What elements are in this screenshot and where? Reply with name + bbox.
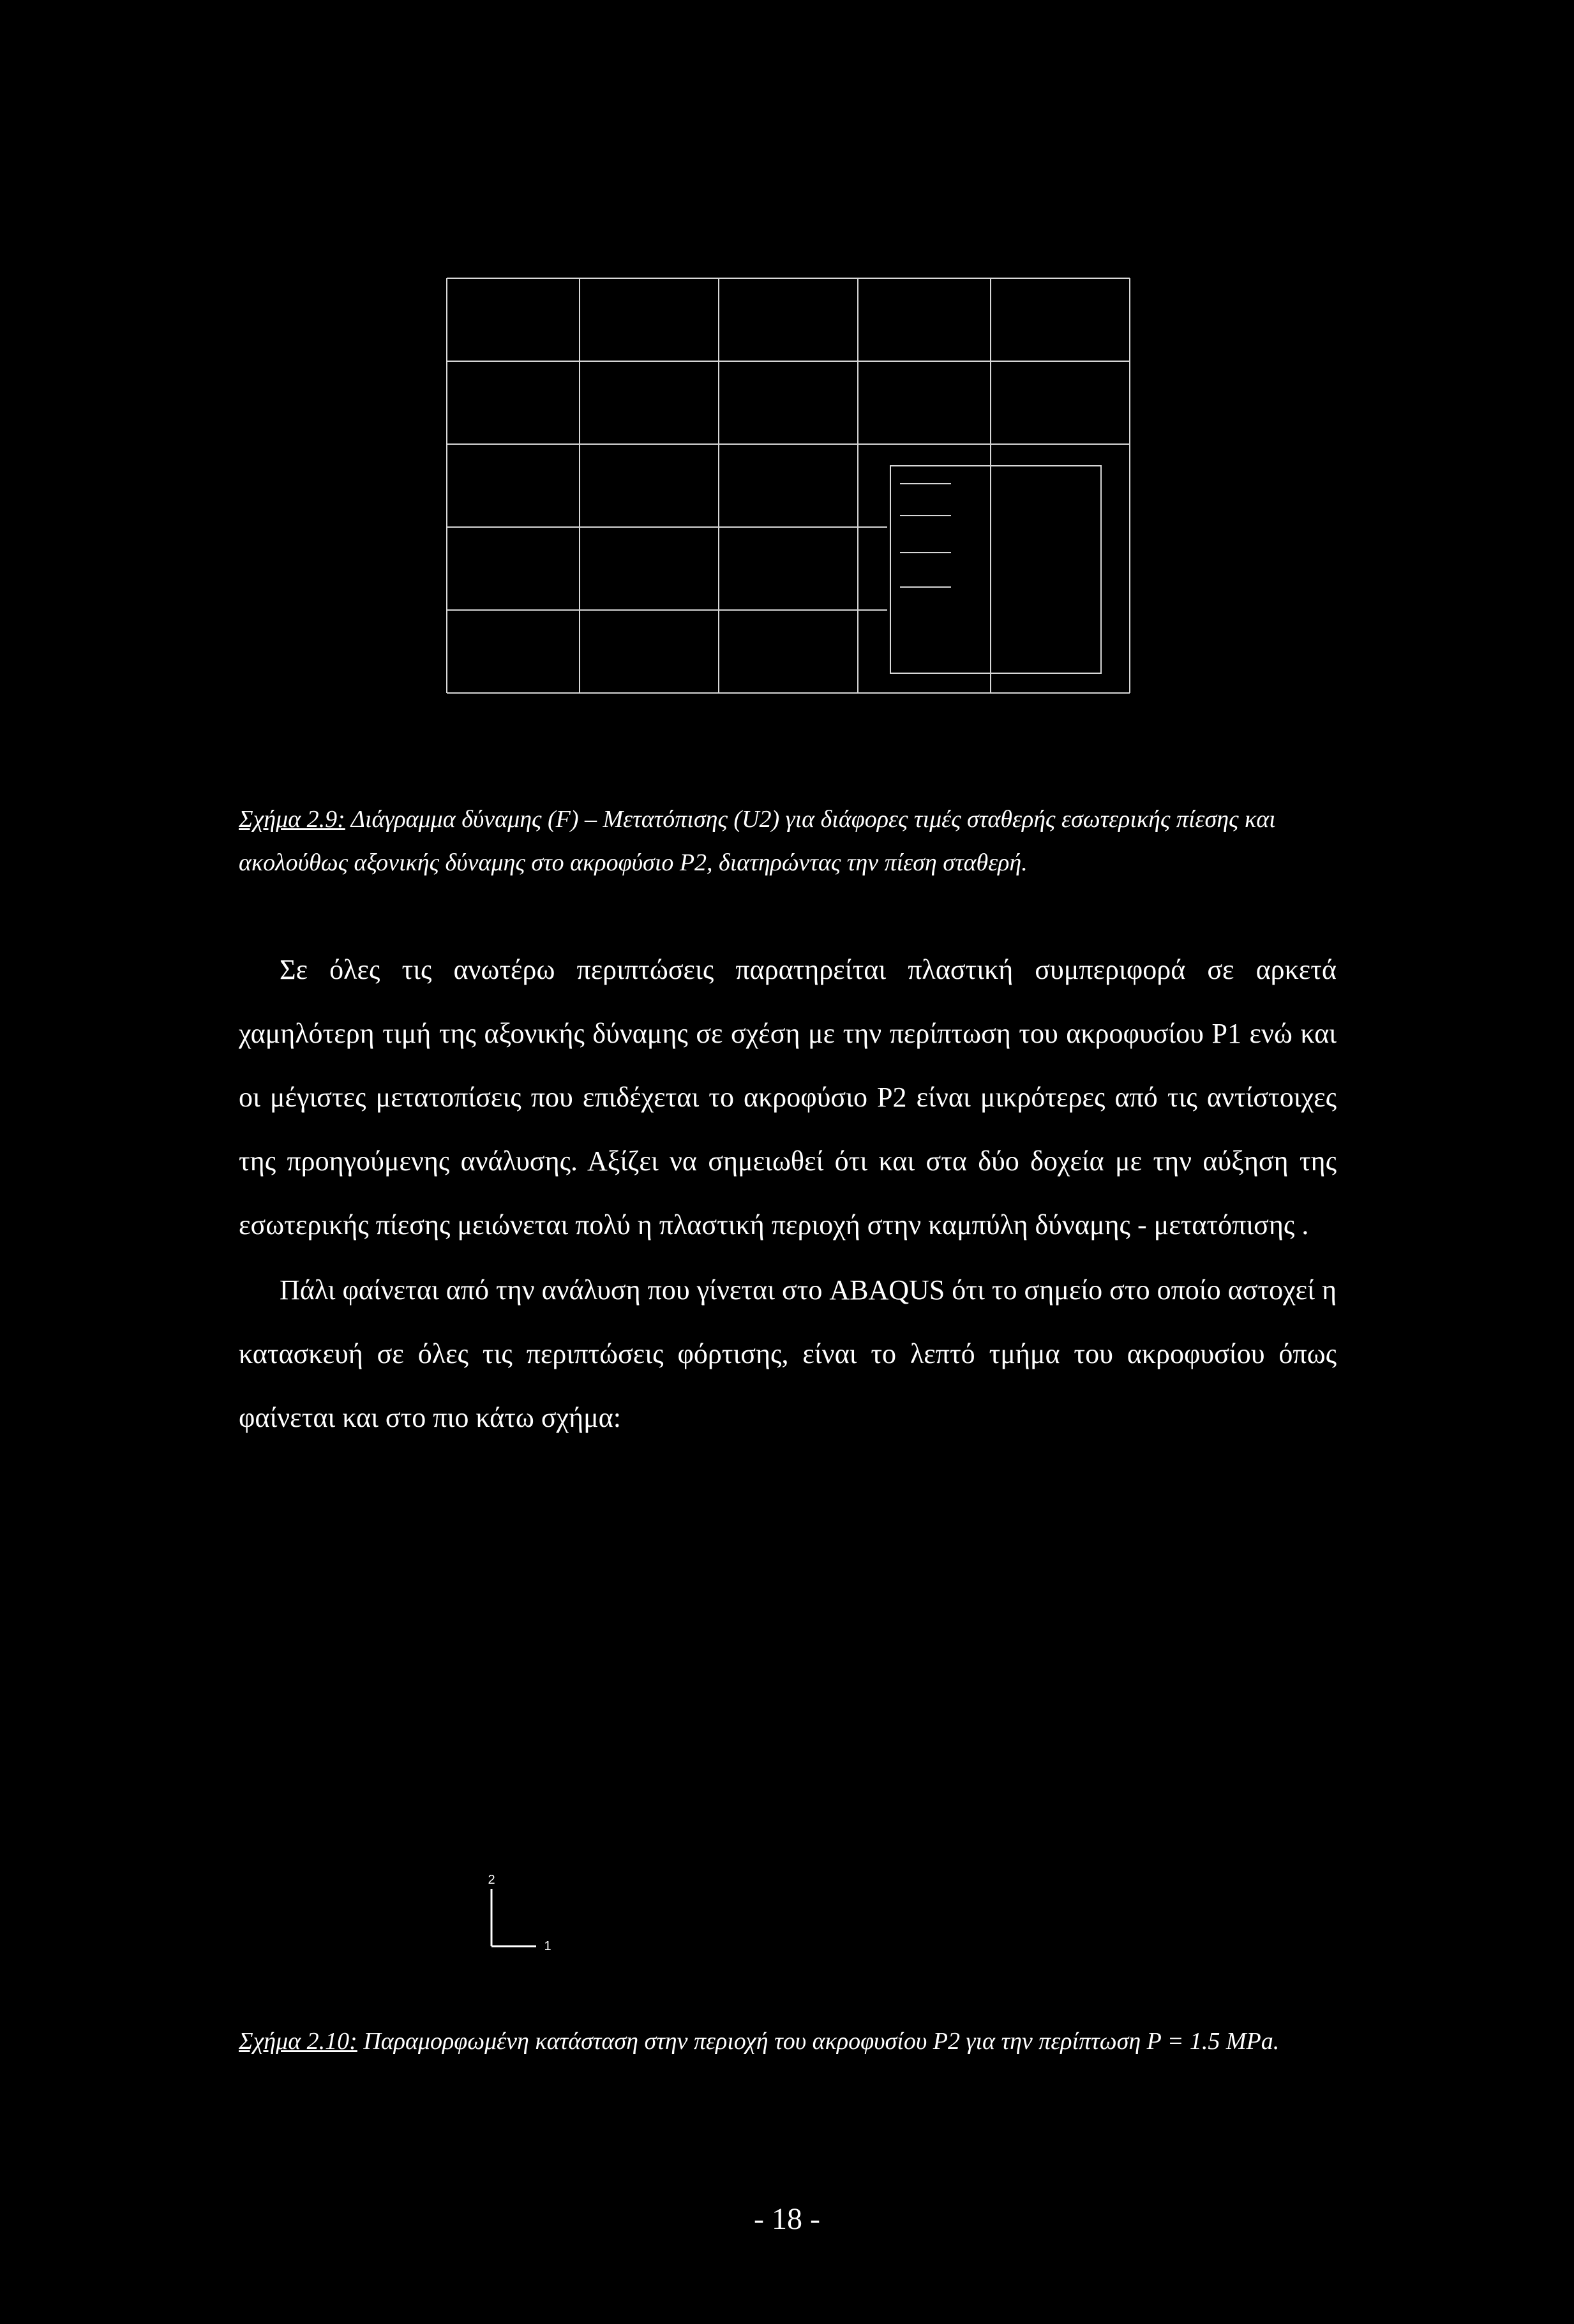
figure-2-9-caption-label: Σχήμα 2.9: <box>239 806 345 833</box>
body-paragraph-2: Πάλι φαίνεται από την ανάλυση που γίνεται στο ABAQUS ότι το σημείο στο οποίο αστοχεί η κατασκευή σε όλες τις περιπτώσεις φόρτισης, είναι το λεπτό τμήμα του ακροφυσίου όπως φαίνεται και στο πιο κάτω σχήμα: <box>239 1274 1337 1433</box>
chart-legend-entries <box>900 484 951 587</box>
figure-2-9-caption-text: Διάγραμμα δύναμης (F) – Μετατόπισης (U2) για διάφορες τιμές σταθερής εσωτερικής πίεσης και ακολούθως αξονικής δύναμης στο ακροφύσιο P2, διατηρώντας την πίεση σταθερή. <box>239 806 1276 876</box>
axis-2-label: 2 <box>488 1873 495 1887</box>
coordinate-axes-triad <box>472 1870 562 1959</box>
figure-2-10-caption-text: Παραμορφωμένη κατάσταση στην περιοχή του ακροφυσίου P2 για την περίπτωση P = 1.5 MPa. <box>357 2028 1280 2055</box>
body-paragraph-1: Σε όλες τις ανωτέρω περιπτώσεις παρατηρείται πλαστική συμπεριφορά σε αρκετά χαμηλότερη τιμή της αξονικής δύναμης σε σχέση με την περίπτωση του ακροφυσίου P1 ενώ και οι μέγιστες μετατοπίσεις που επιδέχεται το ακροφύσιο P2 είναι μικρότερες από τις αντίστοιχες της προηγούμενης ανάλυσης. Αξίζει να σημειωθεί ότι και στα δύο δοχεία με την αύξηση της εσωτερικής πίεσης μειώνεται πολύ η πλαστική περιοχή στην καμπύλη δύναμης - μετατόπισης . <box>239 954 1337 1240</box>
figure-2-10-caption <box>239 2020 1337 2063</box>
figure-2-9-caption <box>239 798 1337 884</box>
page-number: - 18 - <box>754 2202 820 2236</box>
chart-legend-box <box>890 466 1101 673</box>
axis-1-label: 1 <box>544 1939 551 1953</box>
figure-2-10-caption-label: Σχήμα 2.10: <box>239 2028 357 2055</box>
figure-2-9-chart-grid <box>440 274 1149 696</box>
chart-grid-lines <box>447 278 1130 693</box>
